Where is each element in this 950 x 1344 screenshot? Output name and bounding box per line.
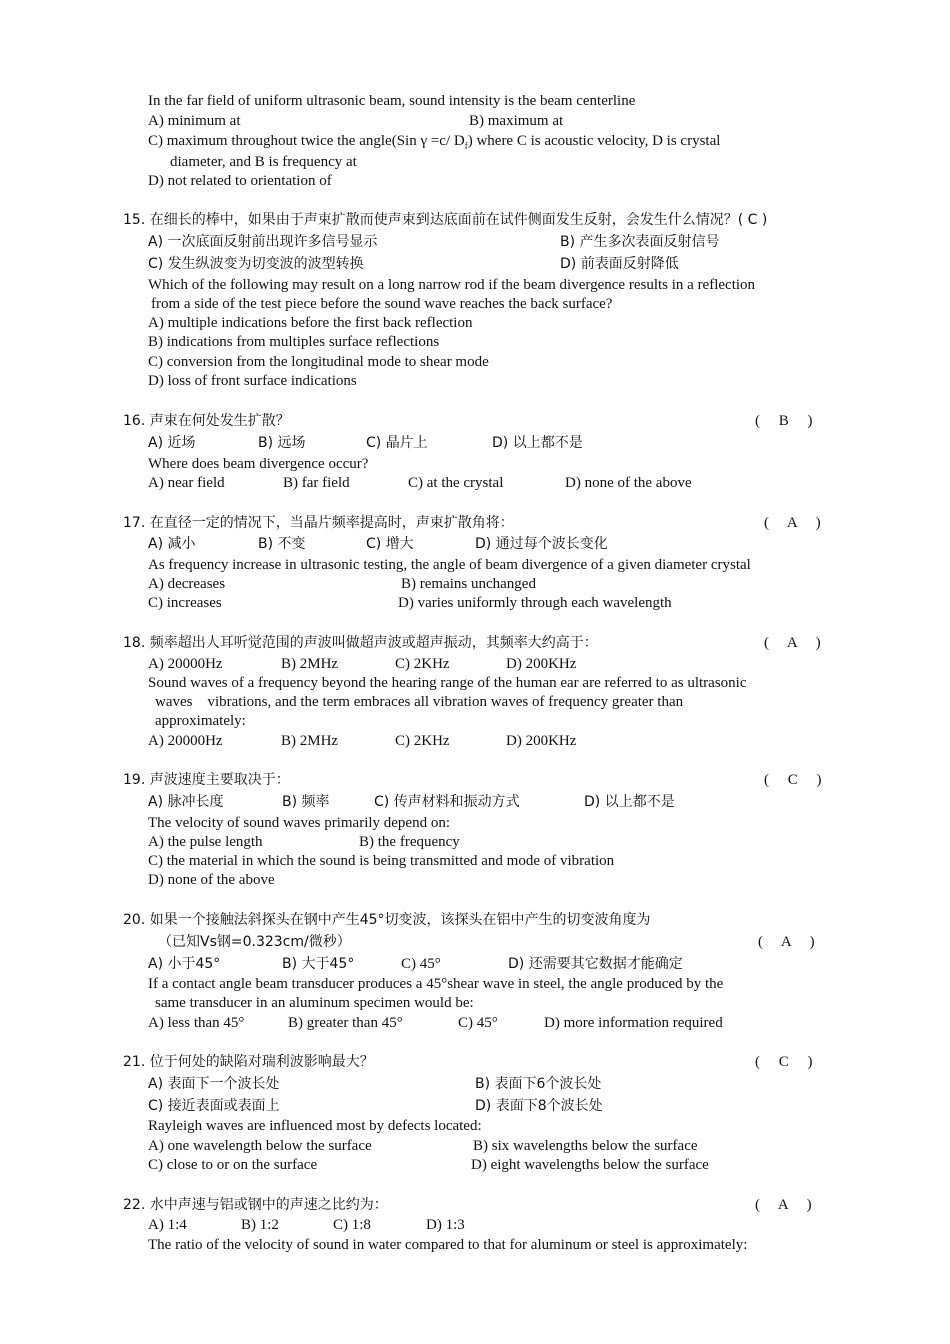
q15-cn-option-a: A) 一次底面反射前出现许多信号显示: [148, 234, 378, 250]
q17-en-option-d: D) varies uniformly through each wavelength: [398, 595, 672, 611]
q17-cn-option-a: A) 减小: [148, 536, 196, 552]
q19-en-option-b: B) the frequency: [359, 834, 460, 850]
q15-en-stem-line1: Which of the following may result on a long narrow rod if the beam divergence results in a reflection: [148, 277, 756, 293]
q20-cn-option-d: D) 还需要其它数据才能确定: [508, 956, 683, 972]
q16-en-option-c: C) at the crystal: [408, 475, 504, 491]
q15-en-option-a: A) multiple indications before the first back reflection: [148, 315, 473, 331]
q17-cn-option-d: D) 通过每个波长变化: [475, 536, 608, 552]
intro-option-a: A) minimum at: [148, 113, 241, 129]
q19-en-option-a: A) the pulse length: [148, 834, 263, 850]
q20-answer: ( A ): [758, 934, 815, 950]
q19-cn-option-b: B) 频率: [282, 794, 330, 810]
q20-cn-option-c: C) 45°: [401, 956, 441, 972]
q20-en-option-b: B) greater than 45°: [288, 1015, 403, 1031]
q15-cn-option-d: D) 前表面反射降低: [560, 256, 679, 272]
q16-en-stem: Where does beam divergence occur?: [148, 456, 369, 472]
q21-cn-option-a: A) 表面下一个波长处: [148, 1076, 280, 1092]
q15-en-stem-line2: from a side of the test piece before the sound wave reaches the back surface?: [151, 296, 613, 312]
intro-option-d: D) not related to orientation of: [148, 173, 332, 189]
q21-cn-option-b: B) 表面下6个波长处: [475, 1076, 602, 1092]
q18-en-option-a: A) 20000Hz: [148, 733, 223, 749]
q22-option-d: D) 1:3: [426, 1217, 465, 1233]
q20-en-stem-line1: If a contact angle beam transducer produces a 45°shear wave in steel, the angle produced by the: [148, 976, 724, 992]
q18-en-stem-line1: Sound waves of a frequency beyond the hearing range of the human ear are referred to as ultrasonic: [148, 675, 747, 691]
q18-en-stem-line2: waves vibrations, and the term embraces all vibration waves of frequency greater than: [155, 694, 684, 710]
q21-en-option-b: B) six wavelengths below the surface: [473, 1138, 698, 1154]
q15-cn-option-c: C) 发生纵波变为切变波的波型转换: [148, 256, 364, 272]
intro-stem: In the far field of uniform ultrasonic beam, sound intensity is the beam centerline: [148, 93, 636, 109]
q18-cn-option-b: B) 2MHz: [281, 656, 339, 672]
q20-cn-option-b: B) 大于45°: [282, 956, 355, 972]
q15-en-option-c: C) conversion from the longitudinal mode to shear mode: [148, 354, 489, 370]
q19-cn-stem: 19. 声波速度主要取决于：: [123, 772, 290, 788]
q15-cn-stem: 15. 在细长的棒中，如果由于声束扩散而使声束到达底面前在试件侧面发生反射，会发生什么情况？( C ): [123, 212, 768, 228]
q20-cn-option-a: A) 小于45°: [148, 956, 221, 972]
q19-cn-option-c: C) 传声材料和振动方式: [374, 794, 520, 810]
q22-option-c: C) 1:8: [333, 1217, 371, 1233]
q21-en-option-a: A) one wavelength below the surface: [148, 1138, 372, 1154]
q18-en-option-d: D) 200KHz: [506, 733, 577, 749]
q20-cn-stem-line2: （已知Vs钢=0.323cm/微秒）: [158, 934, 351, 950]
q16-cn-option-d: D) 以上都不是: [492, 435, 583, 451]
intro-option-c-line1: C) maximum throughout twice the angle(Sin γ =c/ $D_f$) where C is acoustic velocity, D is crystal: [148, 133, 721, 151]
q18-en-option-b: B) 2MHz: [281, 733, 339, 749]
q22-cn-stem: 22. 水中声速与铝或钢中的声速之比约为：: [123, 1197, 388, 1213]
q17-answer: ( A ): [764, 515, 821, 531]
q16-cn-stem: 16. 声束在何处发生扩散？: [123, 413, 290, 429]
q18-cn-option-d: D) 200KHz: [506, 656, 577, 672]
q21-cn-option-c: C) 接近表面或表面上: [148, 1098, 280, 1114]
q18-en-option-c: C) 2KHz: [395, 733, 450, 749]
q17-cn-option-c: C) 增大: [366, 536, 414, 552]
q20-cn-stem-line1: 20. 如果一个接触法斜探头在钢中产生45°切变波，该探头在铝中产生的切变波角度为: [123, 912, 651, 928]
q21-cn-stem: 21. 位于何处的缺陷对瑞利波影响最大？: [123, 1054, 374, 1070]
q20-en-option-d: D) more information required: [544, 1015, 723, 1031]
q17-en-stem: As frequency increase in ultrasonic testing, the angle of beam divergence of a given diameter crystal: [148, 557, 751, 573]
q21-cn-option-d: D) 表面下8个波长处: [475, 1098, 603, 1114]
q18-cn-option-c: C) 2KHz: [395, 656, 450, 672]
q18-en-stem-line3: approximately:: [155, 713, 246, 729]
q16-en-option-d: D) none of the above: [565, 475, 692, 491]
q19-en-option-c: C) the material in which the sound is being transmitted and mode of vibration: [148, 853, 615, 869]
q15-en-option-d: D) loss of front surface indications: [148, 373, 357, 389]
q16-en-option-b: B) far field: [283, 475, 350, 491]
q20-en-option-c: C) 45°: [458, 1015, 498, 1031]
q16-cn-option-b: B) 远场: [258, 435, 306, 451]
q16-cn-option-c: C) 晶片上: [366, 435, 428, 451]
q21-en-stem: Rayleigh waves are influenced most by defects located:: [148, 1118, 482, 1134]
q22-en-stem: The ratio of the velocity of sound in water compared to that for aluminum or steel is approximately:: [148, 1237, 748, 1253]
q19-cn-option-a: A) 脉冲长度: [148, 794, 224, 810]
q22-option-b: B) 1:2: [241, 1217, 279, 1233]
q17-cn-option-b: B) 不变: [258, 536, 306, 552]
q16-en-option-a: A) near field: [148, 475, 225, 491]
intro-option-c-line2: diameter, and B is frequency at: [170, 154, 357, 170]
q17-en-option-b: B) remains unchanged: [401, 576, 536, 592]
q17-en-option-c: C) increases: [148, 595, 222, 611]
q15-cn-option-b: B) 产生多次表面反射信号: [560, 234, 720, 250]
q17-cn-stem: 17. 在直径一定的情况下，当晶片频率提高时，声束扩散角将：: [123, 515, 514, 531]
q21-en-option-d: D) eight wavelengths below the surface: [471, 1157, 709, 1173]
q17-en-option-a: A) decreases: [148, 576, 226, 592]
q19-en-stem: The velocity of sound waves primarily depend on:: [148, 815, 451, 831]
q15-en-option-b: B) indications from multiples surface reflections: [148, 334, 440, 350]
q21-en-option-c: C) close to or on the surface: [148, 1157, 318, 1173]
intro-option-b: B) maximum at: [469, 113, 564, 129]
q16-answer: ( B ): [755, 413, 813, 429]
q21-answer: ( C ): [755, 1054, 813, 1070]
q22-answer: ( A ): [755, 1197, 812, 1213]
q19-cn-option-d: D) 以上都不是: [584, 794, 675, 810]
q19-answer: ( C ): [764, 772, 822, 788]
q18-cn-stem: 18. 频率超出人耳听觉范围的声波叫做超声波或超声振动，其频率大约高于：: [123, 635, 598, 651]
q18-cn-option-a: A) 20000Hz: [148, 656, 223, 672]
q18-answer: ( A ): [764, 635, 821, 651]
q19-en-option-d: D) none of the above: [148, 872, 275, 888]
q22-option-a: A) 1:4: [148, 1217, 187, 1233]
q16-cn-option-a: A) 近场: [148, 435, 196, 451]
q20-en-stem-line2: same transducer in an aluminum specimen would be:: [155, 995, 474, 1011]
q20-en-option-a: A) less than 45°: [148, 1015, 245, 1031]
